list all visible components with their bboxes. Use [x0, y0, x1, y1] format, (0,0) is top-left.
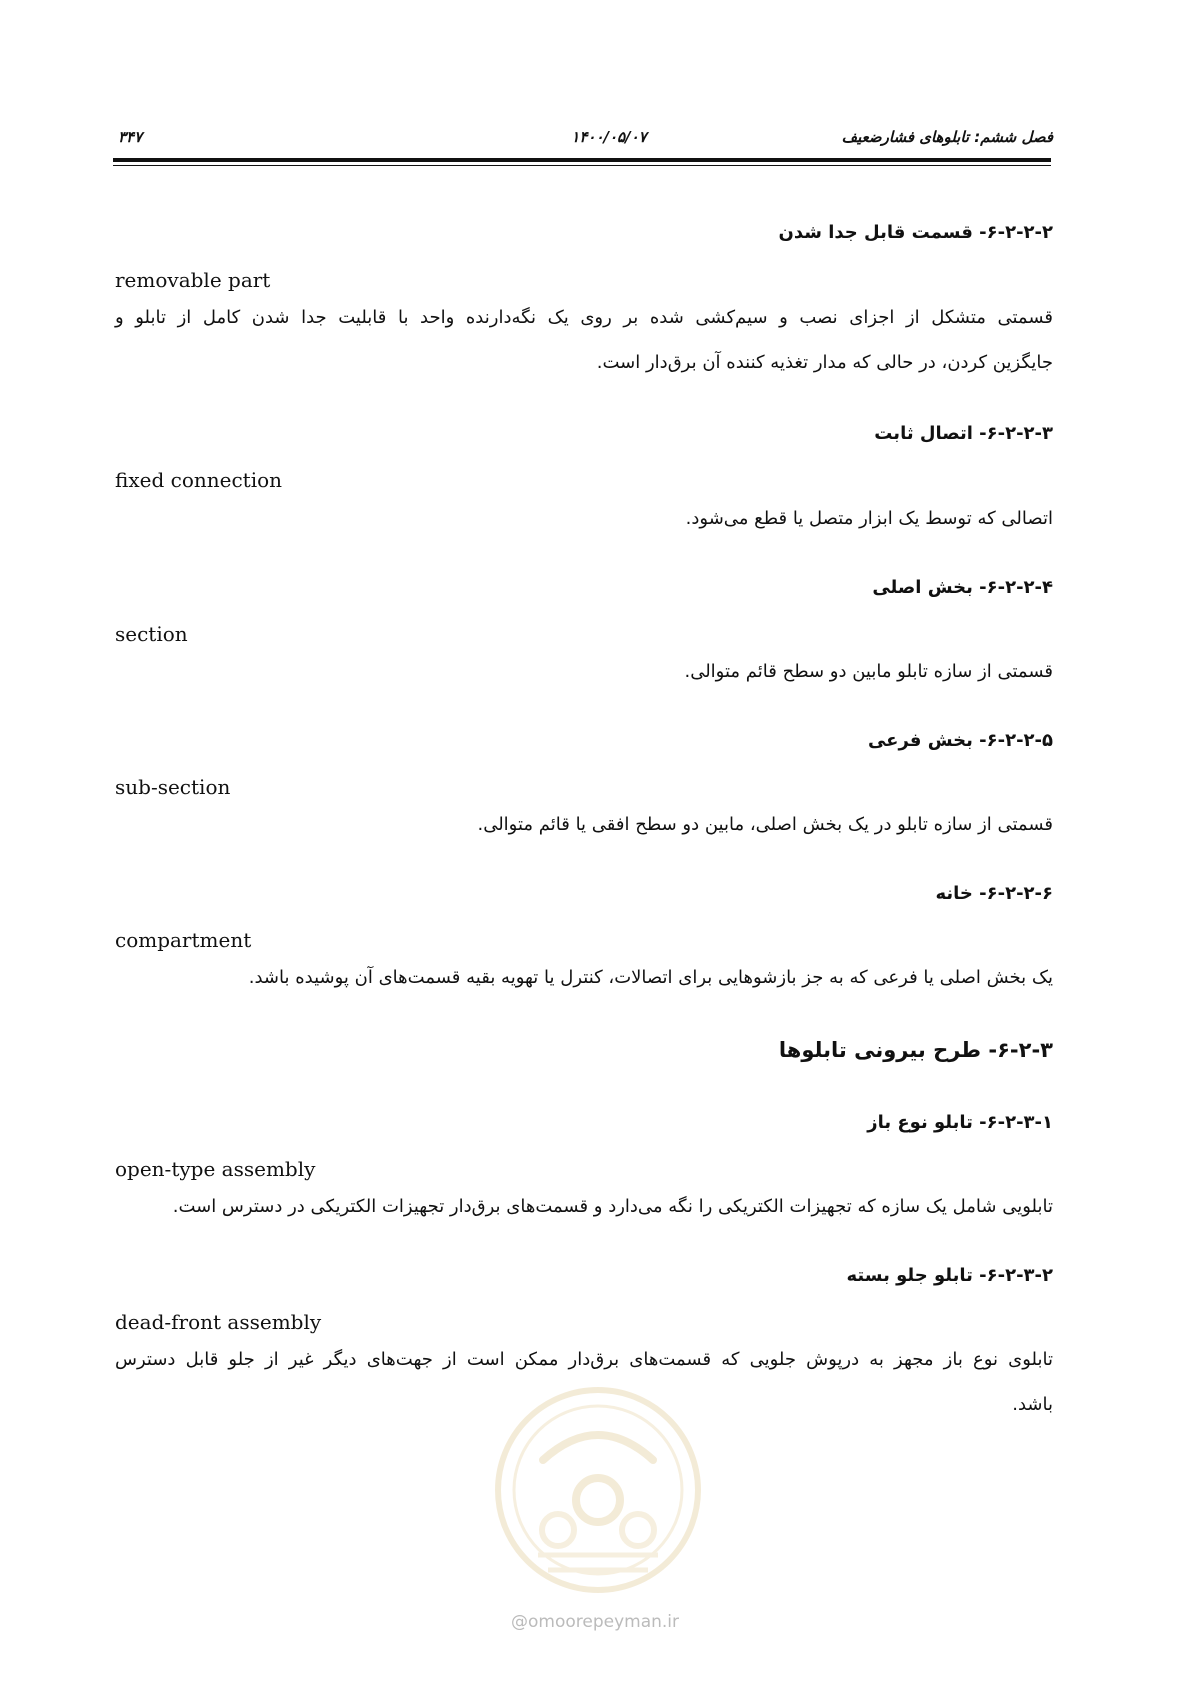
- definition-line: اتصالی که توسط یک ابزار متصل یا قطع می‌شود.: [685, 508, 1053, 529]
- header-rule-thin: [113, 165, 1051, 166]
- english-term: sub-section: [115, 775, 231, 799]
- english-term: fixed connection: [115, 468, 283, 492]
- definition-line: یک بخش اصلی یا فرعی که به جز بازشوهایی برای اتصالات، کنترل یا تهویه بقیه قسمت‌های آن پوشیده باشد.: [248, 967, 1053, 988]
- english-term: section: [115, 622, 188, 646]
- definition-line: قسمتی از سازه تابلو مابین دو سطح قائم متوالی.: [684, 661, 1053, 682]
- english-term: compartment: [115, 928, 252, 952]
- definition-line: تابلویی شامل یک سازه که تجهیزات الکتریکی را نگه می‌دارد و قسمت‌های برق‌دار تجهیزات الکتریکی در دسترس است.: [172, 1196, 1053, 1217]
- watermark-site: @omoorepeyman.ir: [510, 1612, 680, 1632]
- definition-line: تابلوی نوع باز مجهز به درپوش جلویی که قسمت‌های برق‌دار ممکن است از جهت‌های دیگر غیر از جلو قابل دسترس: [115, 1349, 1053, 1370]
- section-heading: ۶-۲-۲-۲- قسمت قابل جدا شدن: [778, 222, 1053, 243]
- definition-line: قسمتی متشکل از اجزای نصب و سیم‌کشی شده بر روی یک نگه‌دارنده واحد با قابلیت جدا شدن کامل از تابلو و: [115, 307, 1053, 328]
- english-term: removable part: [115, 268, 271, 292]
- section-heading: ۶-۲-۳-۲- تابلو جلو بسته: [846, 1265, 1053, 1286]
- definition-line: باشد.: [1012, 1394, 1053, 1415]
- english-term: open-type assembly: [115, 1157, 316, 1181]
- section-heading: ۶-۲-۲-۳- اتصال ثابت: [874, 423, 1053, 444]
- page-number: ۳۴۷: [118, 128, 143, 146]
- english-term: dead-front assembly: [115, 1310, 322, 1334]
- section-heading: ۶-۲-۲-۵- بخش فرعی: [867, 730, 1053, 751]
- section-heading: ۶-۲-۲-۴- بخش اصلی: [872, 577, 1053, 598]
- running-header-date: ۱۴۰۰/۰۵/۰۷: [571, 128, 647, 146]
- section-heading: ۶-۲-۳-۱- تابلو نوع باز: [867, 1112, 1053, 1133]
- definition-line: جایگزین کردن، در حالی که مدار تغذیه کننده آن برق‌دار است.: [596, 352, 1053, 373]
- section-heading: ۶-۲-۲-۶- خانه: [935, 883, 1053, 904]
- chapter-subsection-heading: ۶-۲-۳- طرح بیرونی تابلوها: [778, 1038, 1053, 1062]
- watermark-logo: [488, 1380, 708, 1600]
- header-rule-thick: [113, 158, 1051, 162]
- running-header-chapter-title: فصل ششم: تابلوهای فشارضعیف: [841, 128, 1053, 146]
- definition-line: قسمتی از سازه تابلو در یک بخش اصلی، مابین دو سطح افقی یا قائم متوالی.: [477, 814, 1053, 835]
